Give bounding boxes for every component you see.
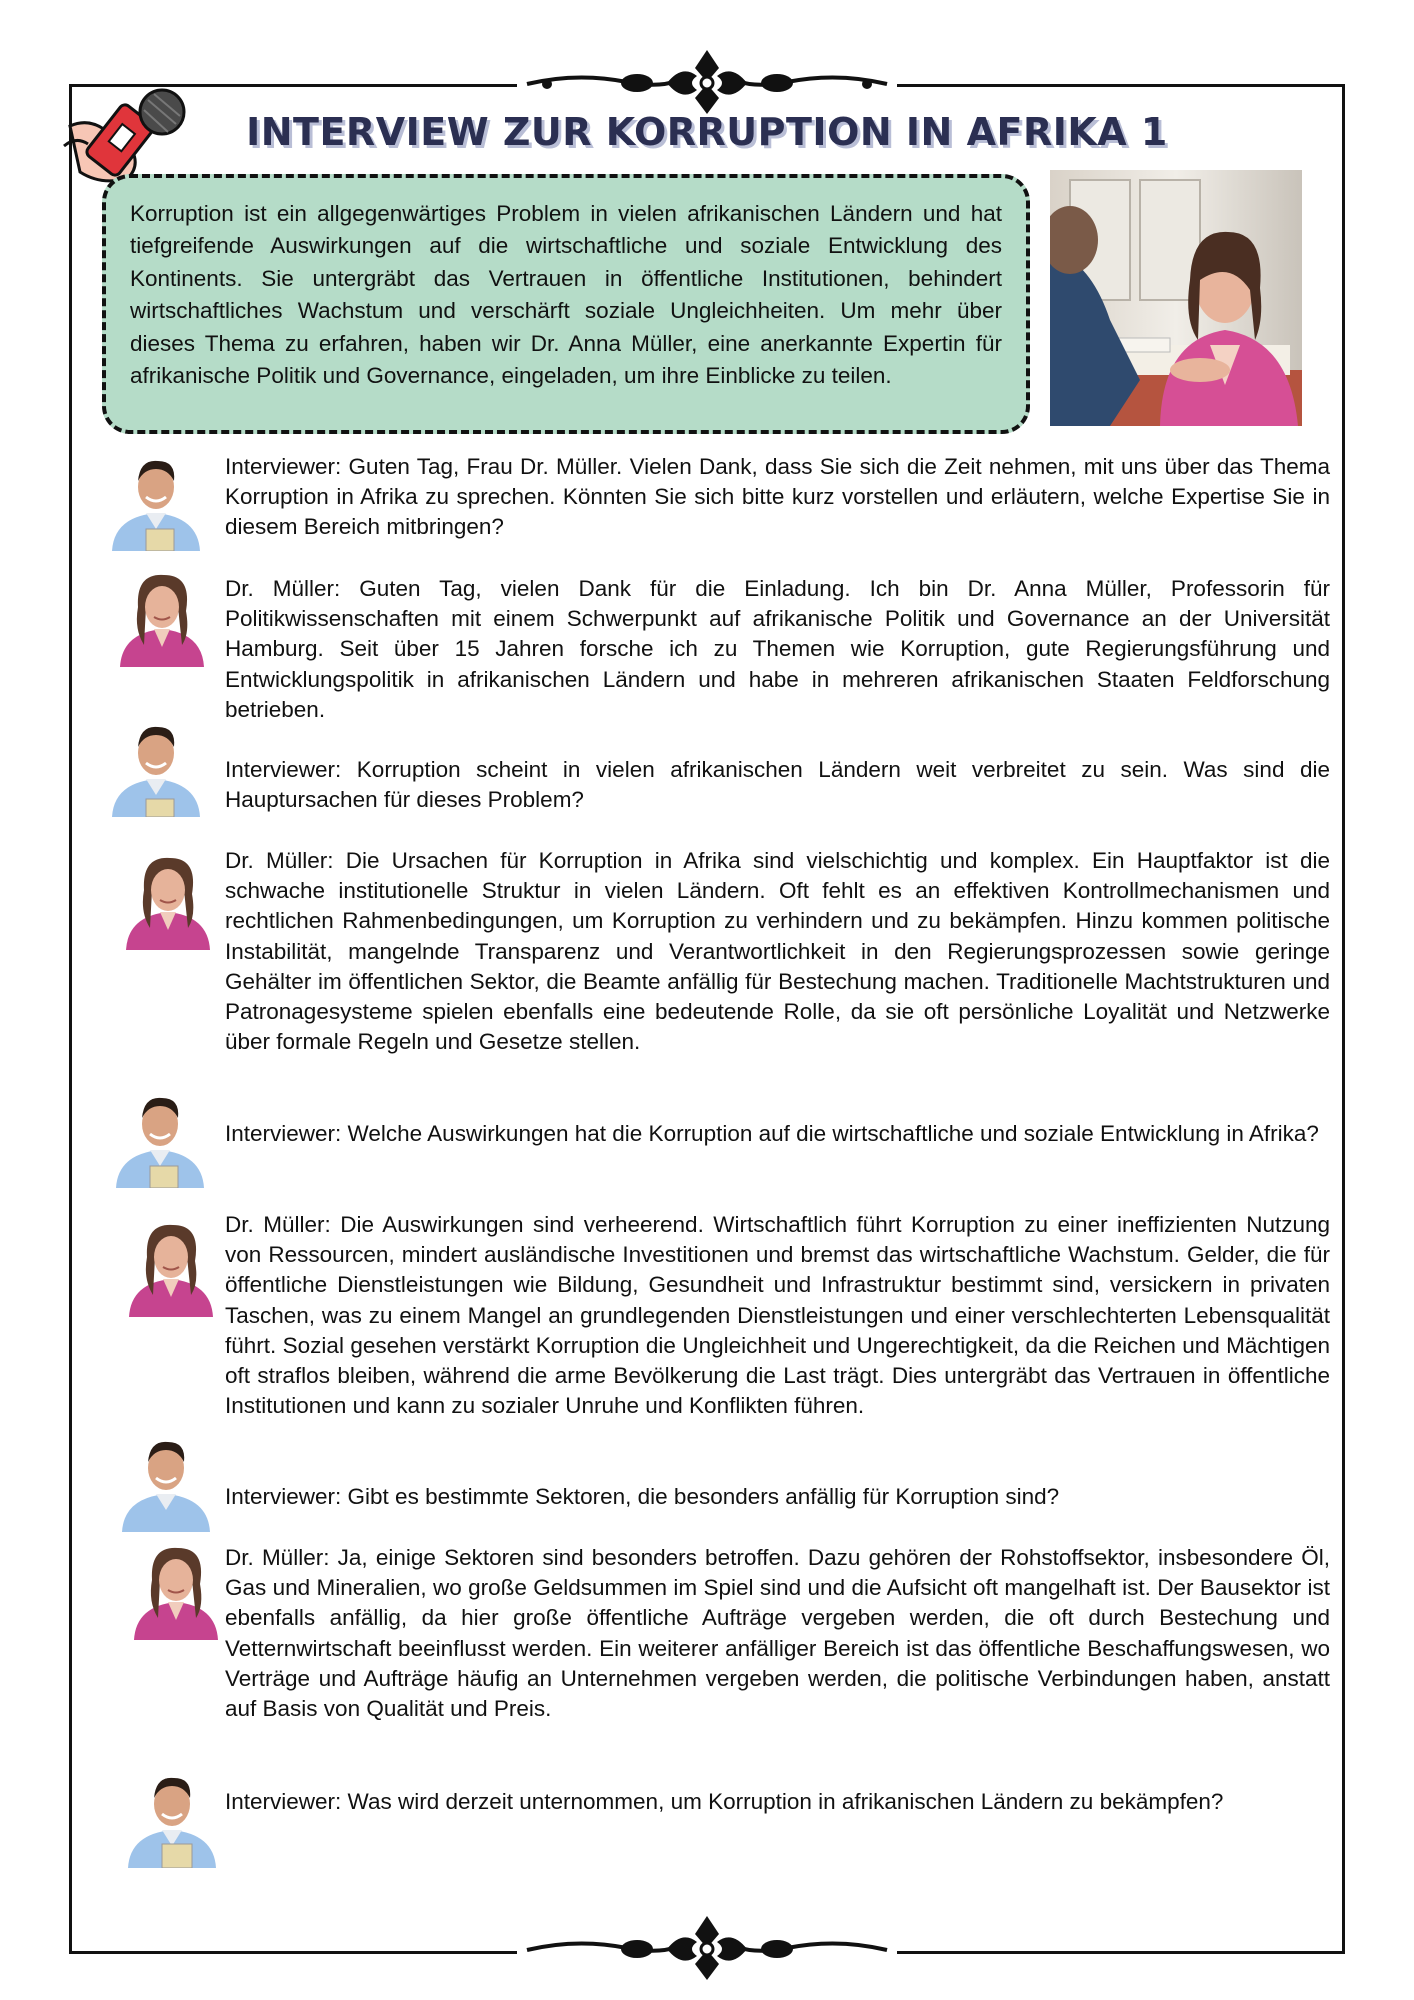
dialogue-expert: Dr. Müller: Die Auswirkungen sind verheerend. Wirtschaftlich führt Korruption zu einer ineffizienten Nutzung von Ressourcen, mindert ausländische Investitionen und bremst das wirtschaftliche Wachstum. Gelder, die für öffentliche Dienstleistungen wie Bildung, Gesundheit und Infrastruktur bestimmt sind, versickern in privaten Taschen, was zu einem Mangel an grundlegenden Dienstleistungen und einer verschlechterten Lebensqualität führt. Sozial gesehen verstärkt Korruption die Ungleichheit und Ungerechtigkeit, da die Reichen und Mächtigen oft straflos bleiben, während die arme Bevölkerung die Last trägt. Dies untergräbt das Vertrauen in öffentliche Institutionen und kann zu sozialer Unruhe und Konflikten führen. xyxy=(225,1212,1330,1419)
interviewer-avatar xyxy=(126,1768,218,1868)
interview-photo xyxy=(1050,170,1302,426)
intro-box xyxy=(102,174,1030,434)
interviewer-avatar xyxy=(114,1088,206,1188)
dialogue-interviewer: Interviewer: Was wird derzeit unternommen, um Korruption in afrikanischen Ländern zu bekämpfen? xyxy=(225,1789,1224,1814)
dialogue-expert: Dr. Müller: Ja, einige Sektoren sind besonders betroffen. Dazu gehören der Rohstoffsektor, insbesondere Öl, Gas und Mineralien, wo große Geldsummen im Spiel sind und die Aufsicht oft mangelhaft ist. Der Bausektor ist ebenfalls anfällig, da hier große öffentliche Aufträge vergeben werden, die oft durch Bestechung und Vetternwirtschaft beeinflusst werden. Ein weiterer anfälliger Bereich ist das öffentliche Beschaffungswesen, wo Verträge und Aufträge häufig an Unternehmen vergeben werden, die politische Verbindungen haben, anstatt auf Basis von Qualität und Preis. xyxy=(225,1545,1330,1722)
dialogue-interviewer: Interviewer: Guten Tag, Frau Dr. Müller. Vielen Dank, dass Sie sich die Zeit nehmen, mit uns über das Thema Korruption in Afrika zu sprechen. Könnten Sie sich bitte kurz vorstellen und erläutern, welche Expertise Sie in diesem Bereich mitbringen? xyxy=(225,454,1330,540)
page-title: INTERVIEW ZUR KORRUPTION IN AFRIKA 1 xyxy=(246,110,1168,154)
interviewer-avatar xyxy=(110,451,202,551)
intro-text: Korruption ist ein allgegenwärtiges Problem in vielen afrikanischen Ländern und hat tiefgreifende Auswirkungen auf die wirtschaftliche und soziale Entwicklung des Kontinents. Sie untergräbt das Vertrauen in öffentliche Institutionen, behindert wirtschaftliches Wachstum und verschärft soziale Ungleichheiten. Um mehr über dieses Thema zu erfahren, haben wir Dr. Anna Müller, eine anerkannte Expertin für afrikanische Politik und Governance, eingeladen, um ihre Einblicke zu teilen. xyxy=(130,201,1002,389)
dialogue-interviewer: Interviewer: Korruption scheint in vielen afrikanischen Ländern weit verbreitet zu sein. Was sind die Hauptursachen für dieses Problem? xyxy=(225,757,1330,813)
expert-avatar xyxy=(122,850,214,950)
dialogue-expert: Dr. Müller: Guten Tag, vielen Dank für die Einladung. Ich bin Dr. Anna Müller, Professorin für Politikwissenschaften mit einem Schwerpunkt auf afrikanische Politik und Governance an der Universität Hamburg. Seit über 15 Jahren forsche ich zu Themen wie Korruption, gute Regierungsführung und Entwicklungspolitik in afrikanischen Ländern und habe in mehreren afrikanischen Staaten Feldforschung betrieben. xyxy=(225,576,1330,722)
bottom-ornament-icon xyxy=(517,1914,897,1984)
interviewer-avatar xyxy=(110,717,202,817)
dialogue-interviewer: Interviewer: Welche Auswirkungen hat die Korruption auf die wirtschaftliche und soziale Entwicklung in Afrika? xyxy=(225,1121,1319,1146)
dialogue-interviewer: Interviewer: Gibt es bestimmte Sektoren, die besonders anfällig für Korruption sind? xyxy=(225,1484,1060,1509)
top-ornament-icon xyxy=(517,46,897,116)
interviewer-avatar xyxy=(120,1432,212,1532)
dialogue-expert: Dr. Müller: Die Ursachen für Korruption in Afrika sind vielschichtig und komplex. Ein Hauptfaktor ist die schwache institutionelle Struktur in vielen Ländern. Oft fehlt es an effektiven Kontrollmechanismen und rechtlichen Rahmenbedingungen, um Korruption zu verhindern und zu bekämpfen. Hinzu kommen politische Instabilität, mangelnde Transparenz und Verantwortlichkeit in den Regierungsprozessen sowie geringe Gehälter im öffentlichen Sektor, die Beamte anfällig für Bestechung machen. Traditionelle Machtstrukturen und Patronagesysteme spielen ebenfalls eine bedeutende Rolle, da sie oft persönliche Loyalität und Netzwerke über formale Regeln und Gesetze stellen. xyxy=(225,848,1330,1055)
expert-avatar xyxy=(130,1540,222,1640)
expert-avatar xyxy=(116,567,208,667)
expert-avatar xyxy=(125,1217,217,1317)
